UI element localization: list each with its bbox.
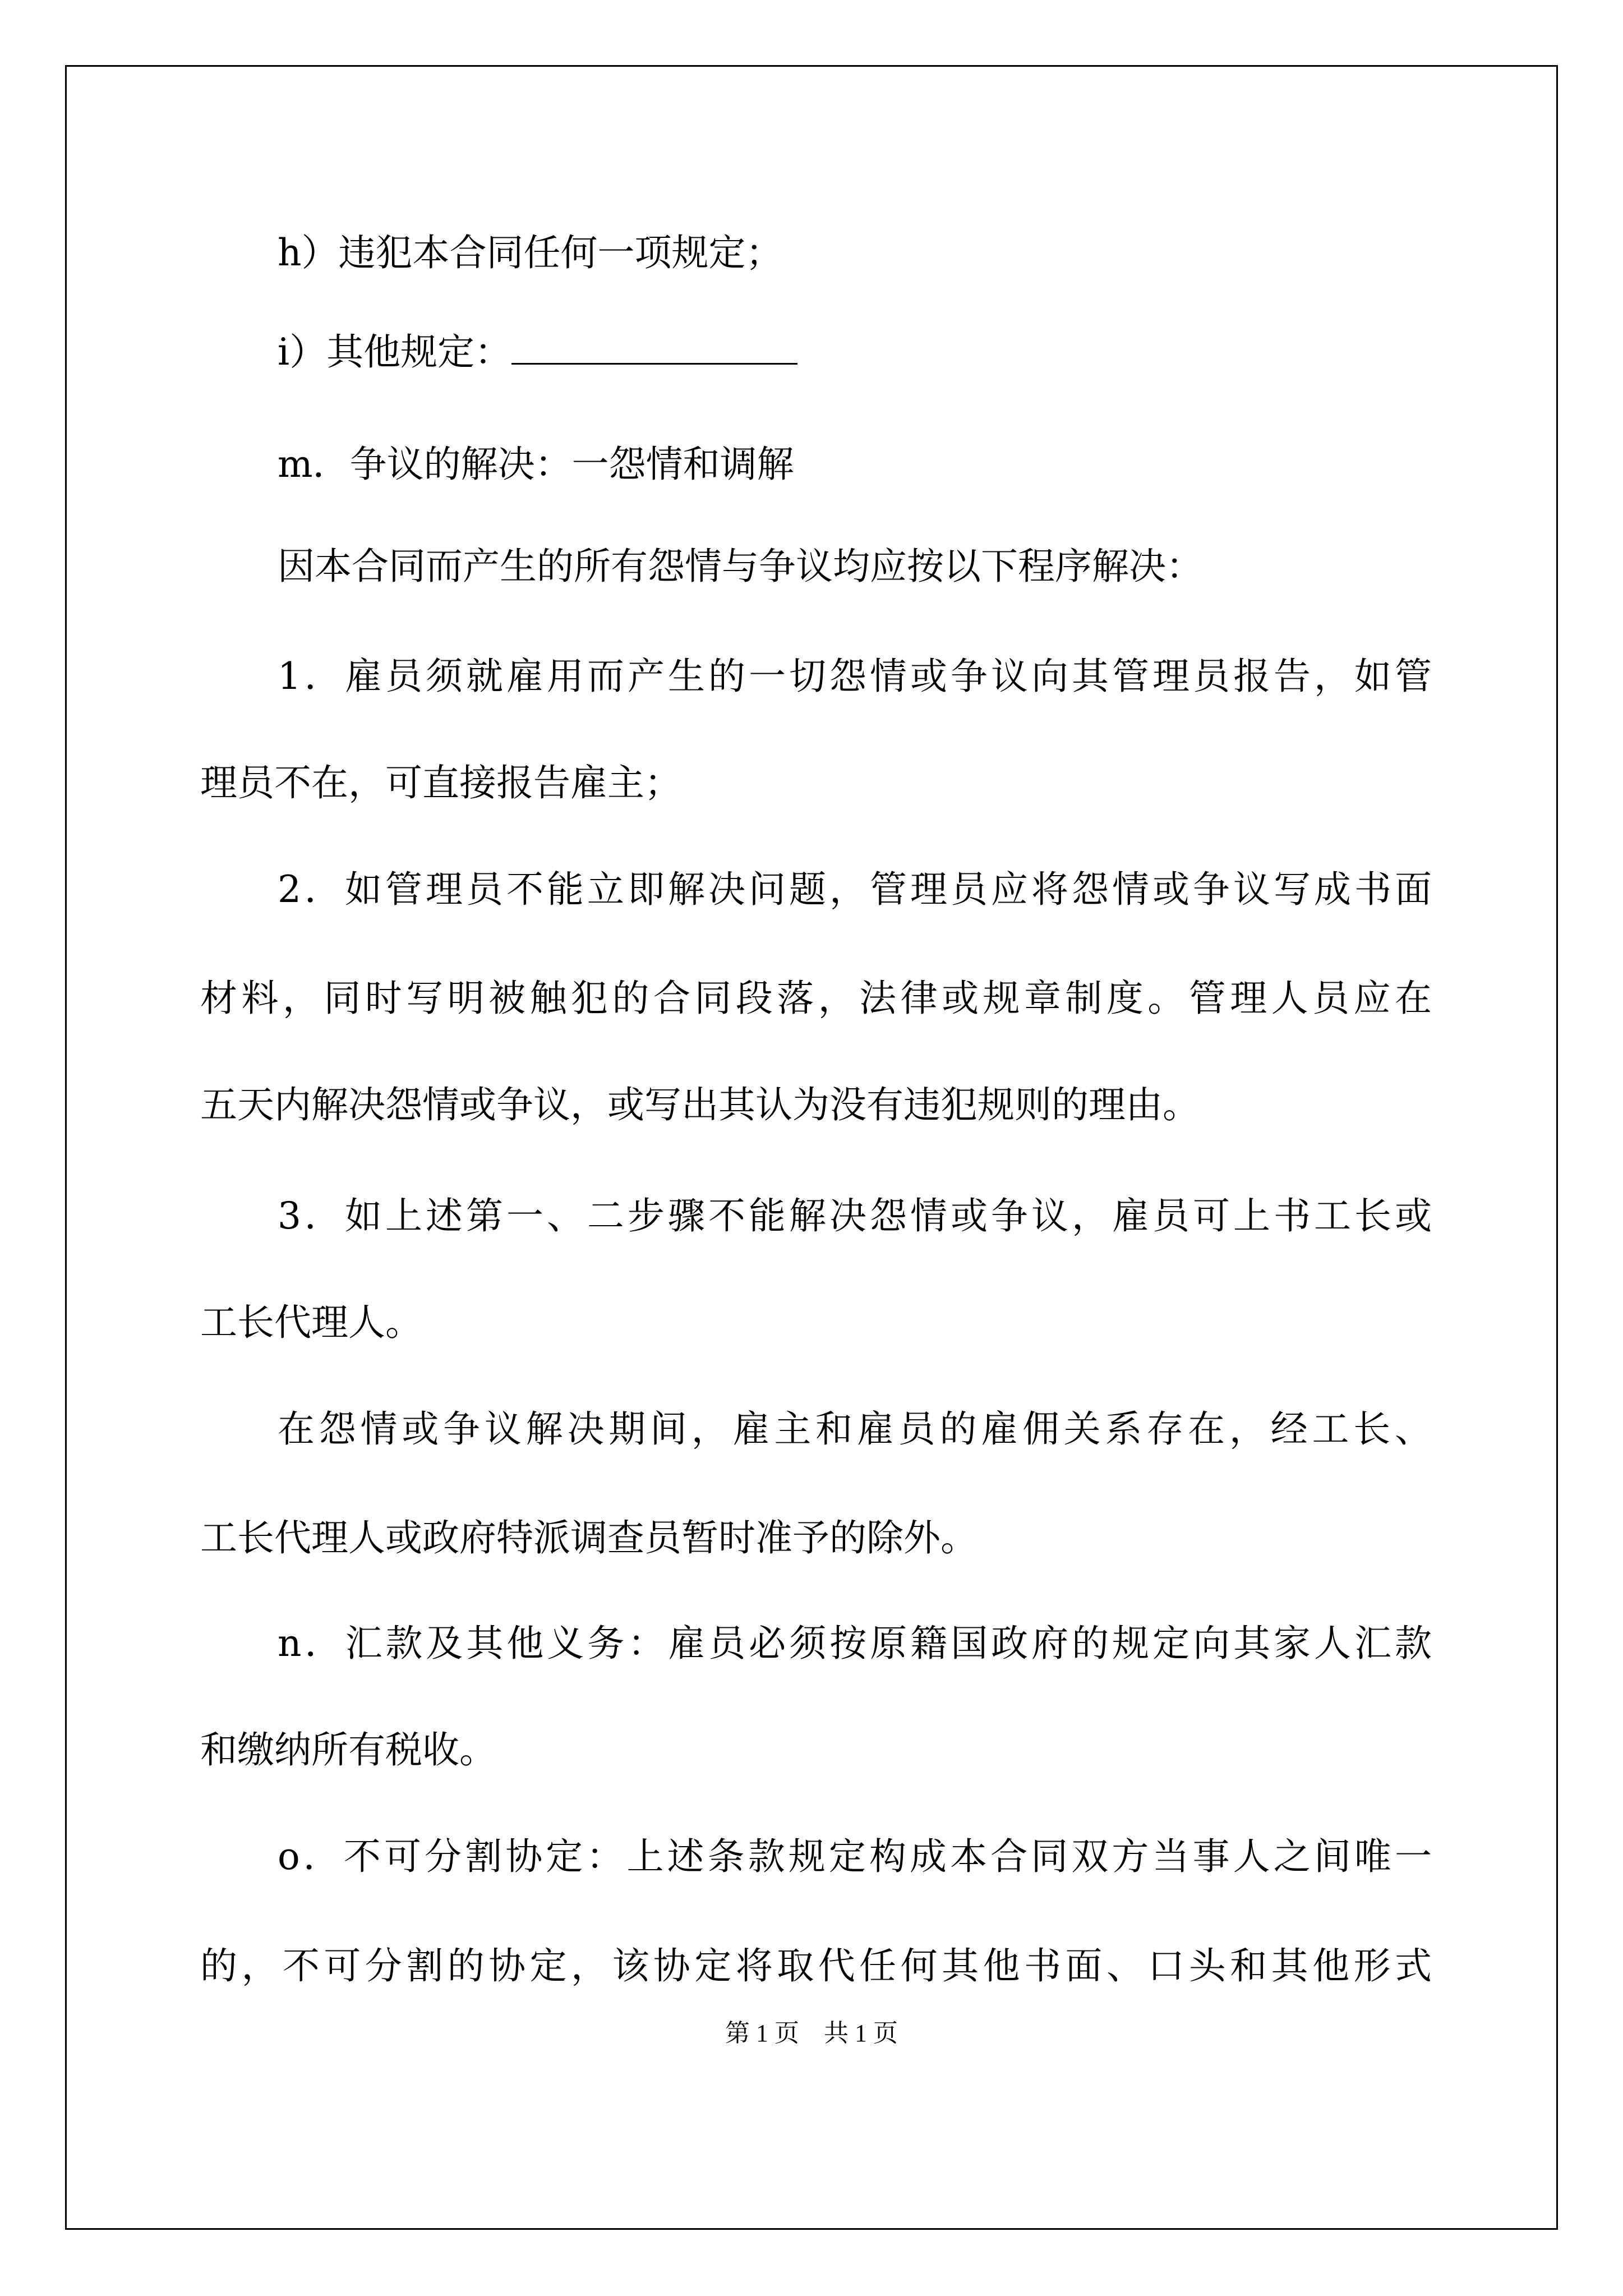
step-3-line-2: 工长代理人。 [200, 1301, 422, 1344]
section-n-line-2: 和缴纳所有税收。 [200, 1728, 496, 1772]
page-border [65, 65, 1558, 2230]
resolution-period-line-2: 工长代理人或政府特派调查员暂时准予的除外。 [200, 1516, 978, 1559]
step-2-line-2: 材料，同时写明被触犯的合同段落，法律或规章制度。管理人员应在 [200, 977, 1432, 1020]
resolution-period-line-1: 在怨情或争议解决期间，雇主和雇员的雇佣关系存在，经工长、 [278, 1407, 1432, 1451]
page-number-footer: 第 1 页 共 1 页 [725, 2019, 898, 2047]
step-1-line-1: 1．雇员须就雇用而产生的一切怨情或争议向其管理员报告，如管 [278, 655, 1432, 698]
step-2-line-1: 2．如管理员不能立即解决问题，管理员应将怨情或争议写成书面 [278, 868, 1432, 911]
section-n-line-1: n．汇款及其他义务：雇员必须按原籍国政府的规定向其家人汇款 [278, 1622, 1432, 1665]
step-2-line-3: 五天内解决怨情或争议，或写出其认为没有违犯规则的理由。 [200, 1083, 1200, 1126]
paragraph-intro: 因本合同而产生的所有怨情与争议均应按以下程序解决： [278, 545, 1203, 588]
clause-h: h）违犯本合同任何一项规定； [278, 231, 783, 274]
clause-i-text: i）其他规定： [278, 330, 512, 374]
section-m-heading: m．争议的解决：一怨情和调解 [278, 443, 794, 486]
clause-i [278, 330, 797, 375]
section-o-line-1: o．不可分割协定：上述条款规定构成本合同双方当事人之间唯一 [278, 1835, 1432, 1878]
step-3-line-1: 3．如上述第一、二步骤不能解决怨情或争议，雇员可上书工长或 [278, 1194, 1432, 1237]
section-o-line-2: 的，不可分割的协定，该协定将取代任何其他书面、口头和其他形式 [200, 1944, 1432, 1987]
step-1-line-2: 理员不在，可直接报告雇主； [200, 761, 681, 804]
blank-fill-line [511, 361, 797, 365]
